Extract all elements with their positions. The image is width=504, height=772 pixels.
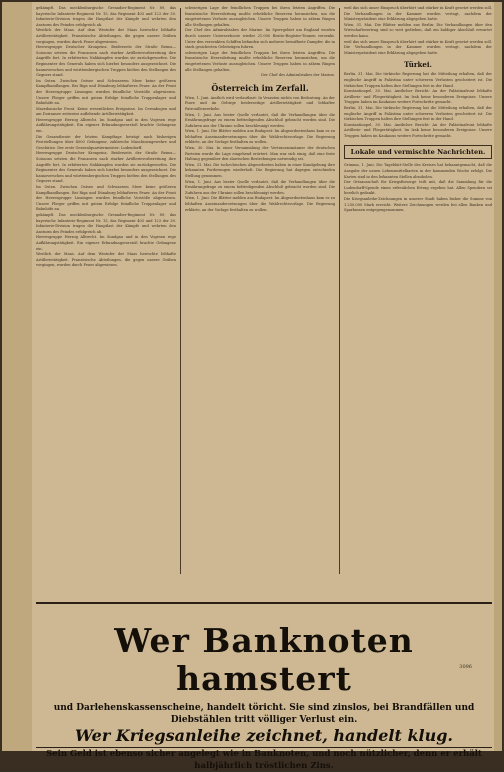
article-paragraph: Westlich der Maas. Auf dem Westufer der Maas herrschte lebhafte Artillerietätigkeit. Französische Abteilungen, die gegen unsere Gräben vorgingen, wurden durch Feuer abgewiesen. [36,252,176,268]
article-paragraph: Der Chef des Admiralstabes der Marine. Im Sperrgebiet um England wurden durch unsere Unterseeboote wieder 21.000 Brutto-Register-Tonnen versenkt. Unter den versenkten Schiffen befanden sich mehrere bewaffnete Dampfer, die in stark gesicherten Geleitzügen fuhren. [185,28,335,50]
article-paragraph: Wien, 1. Juni. Aus bester Quelle verlautet, daß die Verhandlungen über die Ernährungsfrage zu einem befriedigenden Abschluß gebracht worden sind. Die Zufuhren aus der Ukraine sollen beschleunigt werden. [185,112,335,128]
article-paragraph: Westlich der Maas. Auf dem Westufer der Maas herrschte lebhafte Artillerietätigkeit. Französische Abteilungen, die gegen unsere Gräben vorgingen, wurden durch Feuer abgewiesen. [36,28,176,44]
ad-text-closing: Sein Geld ist ebenso sicher angelegt wie in Banknoten, und noch nützlicher, denn er erhält halbjährlich tröstlichen Zins. [46,749,482,771]
section-heading-austria: Österreich im Zerfall. [211,82,309,93]
article-paragraph: gekämpft. Das mecklenburgische Grenadier-Regiment Nr. 89, das bayerische Infanterie-Regiment Nr. 15, das Regiment 403 und 123 der 30. Infanterie-Division trugen die Hauptlast der Kämpfe und wehrten den Ansturm des Feindes erfolgreich ab. [36,6,176,27]
article-paragraph: Heeresgruppe Deutscher Kronprinz. Beiderseits der Straße Reims—Soissons setzten die Franzosen nach starker Artillerievorbereitung ihre Angriffe fort. In erbitterten Nahkämpfen wurden sie zurückgeworfen. Die Regimenter des Generals haben sich hierbei besonders ausgezeichnet. Die hannoverschen und württembergischen Truppen hielten den Stellungen des Gegners stand. [36,45,176,78]
ad-code: 3096 [459,664,472,670]
article-paragraph: weil das sich unser Einspruch überhört und stärker in Kraft gesetzt werden soll. Die Verhandlungen in der Kammer wurden vertagt, nachdem der Ministerpräsident eine Erklärung abgegeben hatte. [344,39,492,55]
article-paragraph: schwierigen Lage der feindlichen Truppen bei ihren letzten Angriffen. Die französische Heeresleitung mußte erhebliche Reserven heranziehen, um die eingetretenen Verluste auszugleichen. Unsere Truppen haben in zähem Ringen alle Stellungen gehalten. [185,6,335,27]
ad-text-warning: und Darlehenskassenscheine, handelt töricht. Sie sind zinslos, bei Brandfällen und Diebstählen tritt völliger Verlust ein. [53,703,475,725]
page-left-edge [2,2,32,751]
article-paragraph: Wien, 31. Mai. Die tschechischen Abgeordneten haben in einer Kundgebung ihre bekannten Forderungen wiederholt. Die Regierung hat dagegen entschieden Stellung genommen. [185,162,335,179]
article-paragraph: Die Kriegsanleihe-Zeichnungen in unserer Stadt haben bisher die Summe von 1.250.000 Mark erreicht. Weitere Zeichnungen werden bei allen Banken und Sparkassen entgegengenommen. [344,197,492,213]
article-paragraph: Wien, 30. Mai. In einer Versammlung der Vertrauensmänner der deutschen Parteien wurde die Lage eingehend erörtert. Man war sich einig, daß eine feste Haltung gegenüber den slawischen Bestrebungen notwendig sei. [185,146,335,162]
section-heading-local-news: Lokale und vermischte Nachrichten. [344,145,492,159]
column-rule [180,8,181,574]
middle-column [185,6,335,576]
article-signature: Der Chef des Admiralstabes der Marine. [261,73,335,78]
article-paragraph: Wien, 31. Mai. Die Blätter melden aus Berlin: Die Verhandlungen über den Wirtschaftsvertrag sind so weit gediehen, daß ein baldiger Abschluß erwartet werden kann. [344,22,492,38]
article-paragraph: Die Gesamtbeute der letzten Kampftage beträgt nach bisherigen Feststellungen über 4000 Gefangene, zahlreiche Maschinengewehre und Geschütze. Der erste Generalquartiermeister: Ludendorff. [36,134,176,150]
article-paragraph: Heeresgruppe Herzog Albrecht. Im Sundgau und in den Vogesen rege Aufklärungstätigkeit. Ein eigener Erkundungsvorstoß brachte Gefangene ein. [36,235,176,251]
ad-slogan: Wer Kriegsanleihe zeichnet, handelt klug. [74,726,453,745]
article-paragraph: Heeresgruppe Deutscher Kronprinz. Beiderseits der Straße Reims—Soissons setzten die Franzosen nach starker Artillerievorbereitung ihre Angriffe fort. In erbitterten Nahkämpfen wurden sie zurückgeworfen. Die Regimenter des Generals haben sich hierbei besonders ausgezeichnet. Die hannoverschen und württembergischen Truppen hielten den Stellungen des Gegners stand. [36,151,176,184]
article-paragraph: Konstantinopel, 30. Mai. Amtlicher Bericht: An der Palästinafront lebhafte Artillerie- und Fliegertätigkeit. Im Irak keine besonderen Ereignisse. Unsere Truppen haben im Kaukasus weitere Fortschritte gemacht. [344,89,492,105]
article-paragraph: Im Osten. Zwischen Ostsee und Schwarzem Meer keine größeren Kampfhandlungen. Bei Riga und Dünaburg lebhafteres Feuer. An der Front der Heeresgruppe Linsingen wurden feindliche Vorstöße abgewiesen. Unsere Flieger griffen mit gutem Erfolge feindliche Truppenlager und Bahnhöfe an. [36,185,176,212]
ad-headline: Wer Banknoten hamstert [114,621,414,698]
section-heading-turkey: Türkei. [404,60,432,70]
article-paragraph: Wien, 1. Juni. Die Blätter melden aus Budapest: Im Abgeordnetenhaus kam es zu lebhaften Auseinandersetzungen über die Wahlrechtsvorlage. Die Regierung erklärte, an der Vorlage festhalten zu wollen. [185,196,335,212]
article-paragraph: Der Ortsausschuß für Kriegsfürsorge teilt mit, daß die Sammlung für die Ludendorff-Spende einen erfreulichen Ertrag ergeben hat. Allen Spendern sei herzlich gedankt. [344,180,492,196]
newspaper-page [2,2,502,771]
page-right-edge [494,2,502,751]
article-paragraph: gekämpft. Das mecklenburgische Grenadier-Regiment Nr. 89, das bayerische Infanterie-Regiment Nr. 15, das Regiment 403 und 123 der 30. Infanterie-Division trugen die Hauptlast der Kämpfe und wehrten den Ansturm des Feindes erfolgreich ab. [36,212,176,234]
article-paragraph: weil das sich unser Einspruch überhört und stärker in Kraft gesetzt werden soll. Die Verhandlungen in der Kammer wurden vertagt, nachdem der Ministerpräsident eine Erklärung abgegeben hatte. [344,6,492,22]
article-paragraph: schwierigen Lage der feindlichen Truppen bei ihren letzten Angriffen. Die französische Heeresleitung mußte erhebliche Reserven heranziehen, um die eingetretenen Verluste auszugleichen. Unsere Truppen haben in zähem Ringen alle Stellungen gehalten. [185,50,335,72]
article-paragraph: Im Osten. Zwischen Ostsee und Schwarzem Meer keine größeren Kampfhandlungen. Bei Riga und Dünaburg lebhafteres Feuer. An der Front der Heeresgruppe Linsingen wurden feindliche Vorstöße abgewiesen. Unsere Flieger griffen mit gutem Erfolge feindliche Truppenlager und Bahnhöfe an. [36,78,176,106]
article-paragraph: Wien, 1. Juni. Die Blätter melden aus Budapest: Im Abgeordnetenhaus kam es zu lebhaften Auseinandersetzungen über die Wahlrechtsvorlage. Die Regierung erklärte, an der Vorlage festhalten zu wollen. [185,129,335,145]
left-column [36,6,176,576]
article-paragraph: Wien, 1. Juni. Aus bester Quelle verlautet, daß die Verhandlungen über die Ernährungsfrage zu einem befriedigenden Abschluß gebracht worden sind. Die Zufuhren aus der Ukraine sollen beschleunigt werden. [185,179,335,195]
article-paragraph: Wien, 1. Juni. Amtlich wird verlautbart: In Venezien nichts von Bedeutung. An der Piave und im Gebirge beiderseitige Artillerietätigkeit und lebhafter Patrouillenverkehr. [185,95,335,111]
right-column [344,6,492,576]
column-rule [339,8,340,574]
article-paragraph: Mazedonische Front. Keine wesentlichen Ereignisse. Im Cernabogen und am Doiransee zeitweise auflebende Artillerietätigkeit. [36,106,176,117]
article-paragraph: Berlin, 31. Mai. Die türkische Regierung hat die Mitteilung erhalten, daß der englische Angriff in Palästina unter schweren Verlusten gescheitert ist. Die türkischen Truppen halten ihre Stellungen fest in der Hand. [344,72,492,88]
war-bond-advertisement [36,602,492,771]
article-paragraph: Grimma, 1. Juni. Die Tageblatt-Stelle des Kreises hat bekanntgemacht, daß die Ausgabe der neuen Lebensmittelkarten in der kommenden Woche erfolgt. Die Karten sind in den bekannten Stellen abzuholen. [344,163,492,179]
article-paragraph: Konstantinopel, 30. Mai. Amtlicher Bericht: An der Palästinafront lebhafte Artillerie- und Fliegertätigkeit. Im Irak keine besonderen Ereignisse. Unsere Truppen haben im Kaukasus weitere Fortschritte gemacht. [344,122,492,138]
article-paragraph: Heeresgruppe Herzog Albrecht. Im Sundgau und in den Vogesen rege Aufklärungstätigkeit. Ein eigener Erkundungsvorstoß brachte Gefangene ein. [36,117,176,134]
article-paragraph: Berlin, 31. Mai. Die türkische Regierung hat die Mitteilung erhalten, daß der englische Angriff in Palästina unter schweren Verlusten gescheitert ist. Die türkischen Truppen halten ihre Stellungen fest in der Hand. [344,105,492,122]
